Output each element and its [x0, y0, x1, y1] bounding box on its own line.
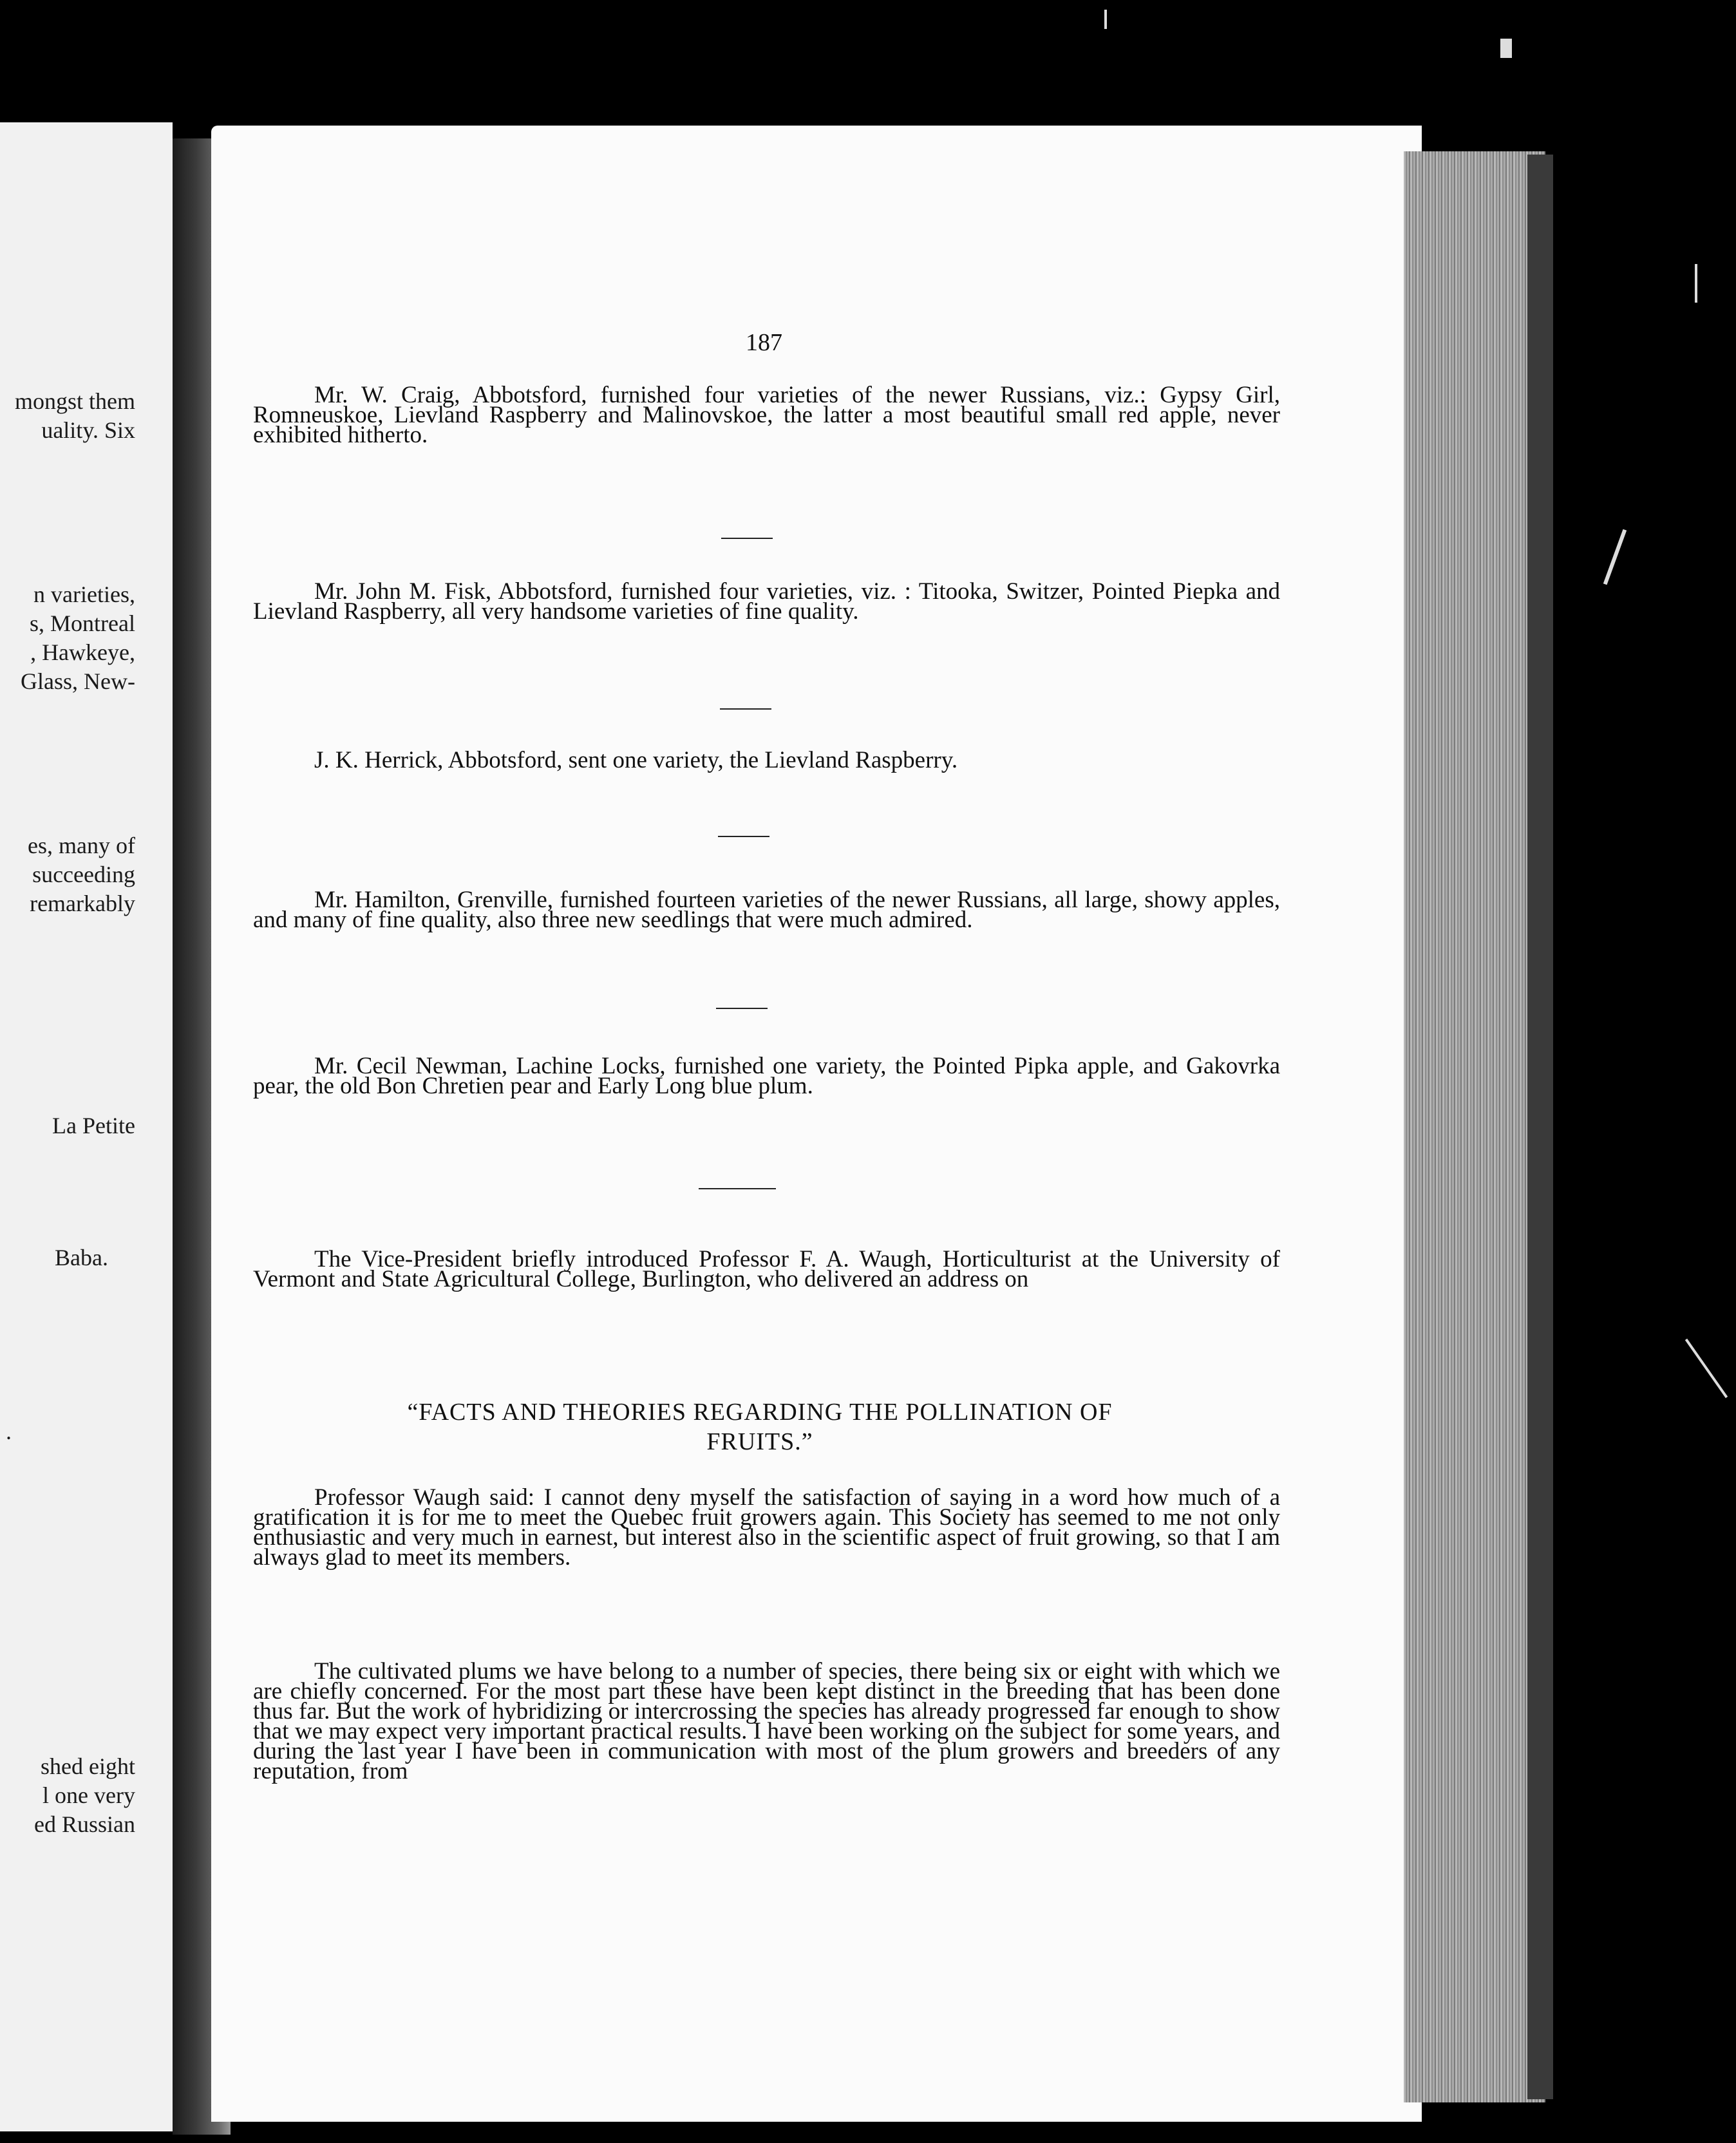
separator-rule [721, 538, 773, 539]
paragraph-craig: Mr. W. Craig, Abbotsford, furnished four varieties of the newer Russians, viz.: Gypsy Girl, Romneuskoe, Lievland Raspberry and Malinovskoe, the latter a most beautiful small red apple, never exhibited hitherto. [253, 382, 1280, 448]
page-fore-edge [1404, 151, 1545, 2102]
left-page-fragment [0, 122, 173, 2131]
paragraph-waugh-intro: Professor Waugh said: I cannot deny myself the satisfaction of saying in a word how much of a gratification it is for me to meet the Quebec fruit growers again. This Society has seemed to me not only enthusiastic and very much in earnest, but interest also in the scientific aspect of fruit growing, so that I am always glad to meet its members. [253, 1484, 1280, 1571]
left-page-line: uality. Six [41, 417, 135, 443]
left-page-line: La Petite [52, 1113, 135, 1138]
address-title-line2: FRUITS.” [706, 1428, 813, 1455]
left-page-line: remarkably [30, 891, 135, 916]
separator-rule [720, 708, 771, 710]
left-page-line: s, Montreal [30, 610, 135, 636]
page-edge-shadow [1527, 155, 1553, 2099]
page-number: 187 [746, 329, 782, 356]
separator-rule [699, 1188, 776, 1189]
left-page-line: n varieties, [33, 581, 135, 607]
separator-rule [718, 836, 769, 837]
paragraph-hamilton: Mr. Hamilton, Grenville, furnished fourteen varieties of the newer Russians, all large, showy apples, and many of fine quality, also three new seedlings that were much admired. [253, 887, 1280, 933]
left-page-line: mongst them [15, 388, 135, 414]
paragraph-plums: The cultivated plums we have belong to a number of species, there being six or eight with which we are chiefly concerned. For the most part these have been kept distinct in the breeding that has been done thus far. But the work of hybridizing or intercrossing the species has already progressed far enough to show that we may expect very important practical results. I have been working on the subject for some years, and during the last year I have been in communication with most of the plum growers and breeders of any reputation, from [253, 1658, 1280, 1784]
scan-artifact [1695, 264, 1697, 303]
paragraph-newman: Mr. Cecil Newman, Lachine Locks, furnished one variety, the Pointed Pipka apple, and Gakovrka pear, the old Bon Chretien pear and Early Long blue plum. [253, 1053, 1280, 1099]
address-title-line1: “FACTS AND THEORIES REGARDING THE POLLINATION OF [407, 1399, 1113, 1426]
left-page-line: . [6, 1419, 12, 1444]
left-page-line: shed eight [41, 1753, 135, 1779]
paragraph-fisk: Mr. John M. Fisk, Abbotsford, furnished four varieties, viz. : Titooka, Switzer, Pointed Piepka and Lievland Raspberry, all very handsome varieties of fine quality. [253, 578, 1280, 625]
scan-artifact [1685, 1339, 1728, 1398]
scan-artifact [1104, 10, 1107, 29]
left-page-line: , Hawkeye, [30, 639, 135, 665]
paragraph-vice-president: The Vice-President briefly introduced Professor F. A. Waugh, Horticulturist at the University of Vermont and State Agricultural College, Burlington, who delivered an address on [253, 1246, 1280, 1292]
paragraph-herrick: J. K. Herrick, Abbotsford, sent one variety, the Lievland Raspberry. [314, 747, 958, 773]
scan-artifact [1500, 39, 1512, 58]
scan-artifact [1603, 529, 1627, 585]
left-page-line: Glass, New- [21, 668, 135, 694]
left-page-line: l one very [42, 1782, 135, 1808]
left-page-line: ed Russian [34, 1811, 135, 1837]
left-page-line: succeeding [32, 862, 135, 887]
left-page-line: Baba. [55, 1245, 108, 1270]
separator-rule [716, 1008, 768, 1009]
left-page-line: es, many of [28, 833, 135, 858]
